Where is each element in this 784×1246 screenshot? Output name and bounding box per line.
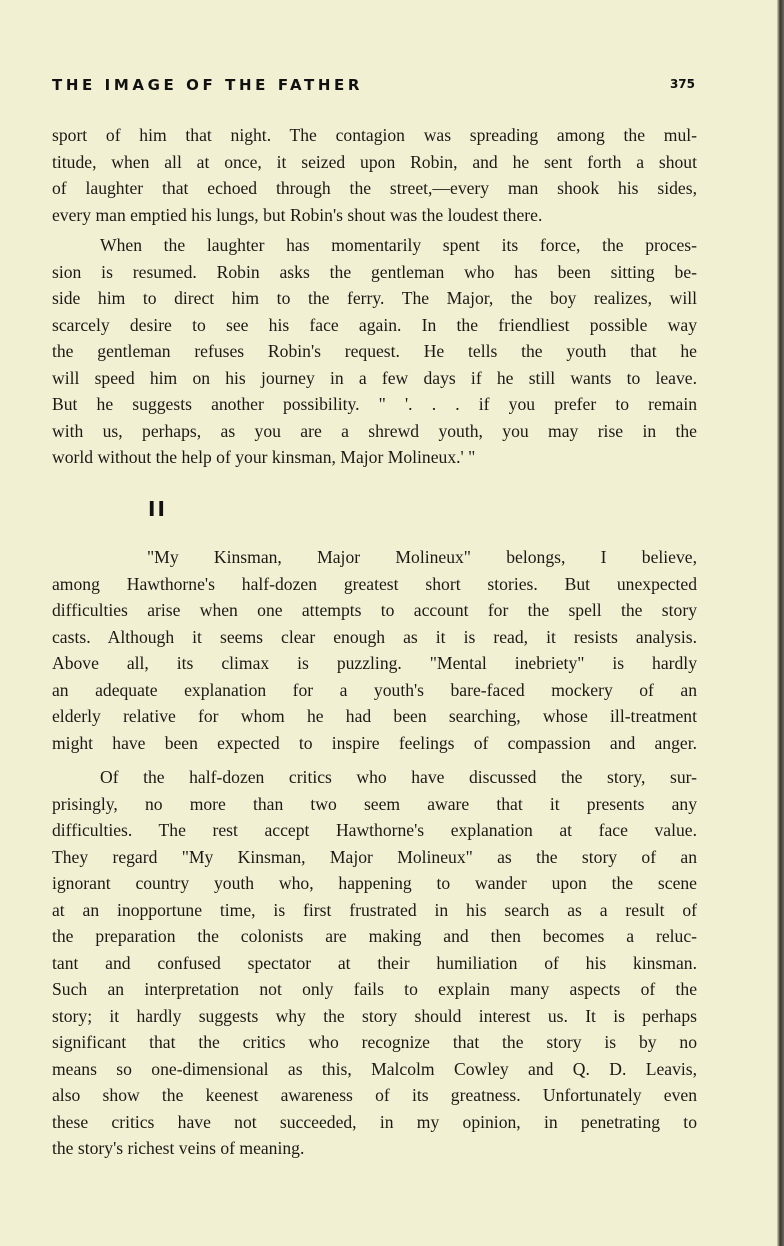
text-line: casts. Although it seems clear enough as it is read, it resists analysis. [52, 626, 697, 647]
text-line: will speed him on his journey in a few days if he still wants to leave. [52, 367, 697, 388]
text-line: among Hawthorne's half-dozen greatest short stories. But unexpected [52, 573, 697, 594]
paragraph-2 [52, 232, 697, 471]
text-line: world without the help of your kinsman, Major Molineux.' " [52, 447, 476, 467]
text-line: the preparation the colonists are making and then becomes a reluc- [52, 926, 697, 946]
text-line: the gentleman refuses Robin's request. He tells the youth that he [52, 341, 697, 361]
text-line: Such an interpretation not only fails to explain many aspects of the [52, 979, 697, 999]
text-line: these critics have not succeeded, in my opinion, in penetrating to [52, 1111, 697, 1132]
text-line: elderly relative for whom he had been searching, whose ill-treatment [52, 706, 697, 726]
text-line: difficulties arise when one attempts to account for the spell the story [52, 600, 697, 620]
text-line: of laughter that echoed through the street,—every man shook his sides, [52, 178, 697, 198]
text-line: prisingly, no more than two seem aware that it presents any [52, 793, 697, 814]
text-line: an adequate explanation for a youth's bare-faced mockery of an [52, 679, 697, 700]
text-line: side him to direct him to the ferry. The Major, the boy realizes, will [52, 288, 697, 308]
text-line: at an inopportune time, is first frustrated in his search as a result of [52, 899, 697, 920]
running-head [52, 76, 697, 98]
page-number: 375 [669, 77, 695, 91]
text-line: Above all, its climax is puzzling. "Mental inebriety" is hardly [52, 653, 697, 673]
text-line: difficulties. The rest accept Hawthorne's explanation at face value. [52, 820, 697, 840]
running-title: THE IMAGE OF THE FATHER [52, 76, 363, 94]
paragraph-4 [52, 764, 697, 1162]
text-line: scarcely desire to see his face again. In the friendliest possible way [52, 314, 697, 335]
text-line: ignorant country youth who, happening to wander upon the scene [52, 873, 697, 893]
text-line: significant that the critics who recognize that the story is by no [52, 1032, 697, 1052]
text-line: means so one-dimensional as this, Malcolm Cowley and Q. D. Leavis, [52, 1058, 697, 1079]
paragraph-1 [52, 122, 697, 228]
section-number: II [148, 497, 167, 521]
text-line: every man emptied his lungs, but Robin's shout was the loudest there. [52, 204, 543, 225]
text-line: "My Kinsman, Major Molineux" belongs, I believe, [147, 547, 697, 567]
page-edge-shadow [777, 0, 784, 1246]
text-line: tant and confused spectator at their humiliation of his kinsman. [52, 952, 697, 973]
text-line: They regard "My Kinsman, Major Molineux" as the story of an [52, 846, 697, 867]
text-line: sion is resumed. Robin asks the gentleman who has been sitting be- [52, 261, 697, 282]
text-line: sport of him that night. The contagion was spreading among the mul- [52, 125, 697, 145]
text-line: But he suggests another possibility. " '. . . if you prefer to remain [52, 394, 697, 414]
paragraph-3 [52, 544, 697, 756]
text-line: story; it hardly suggests why the story should interest us. It is perhaps [52, 1005, 697, 1026]
text-line: also show the keenest awareness of its greatness. Unfortunately even [52, 1085, 697, 1105]
text-line: When the laughter has momentarily spent its force, the proces- [100, 235, 697, 255]
text-line: might have been expected to inspire feelings of compassion and anger. [52, 732, 697, 753]
text-line: Of the half-dozen critics who have discussed the story, sur- [100, 767, 697, 787]
text-line: with us, perhaps, as you are a shrewd youth, you may rise in the [52, 420, 697, 441]
text-line: titude, when all at once, it seized upon Robin, and he sent forth a shout [52, 151, 697, 172]
text-line: the story's richest veins of meaning. [52, 1138, 305, 1158]
